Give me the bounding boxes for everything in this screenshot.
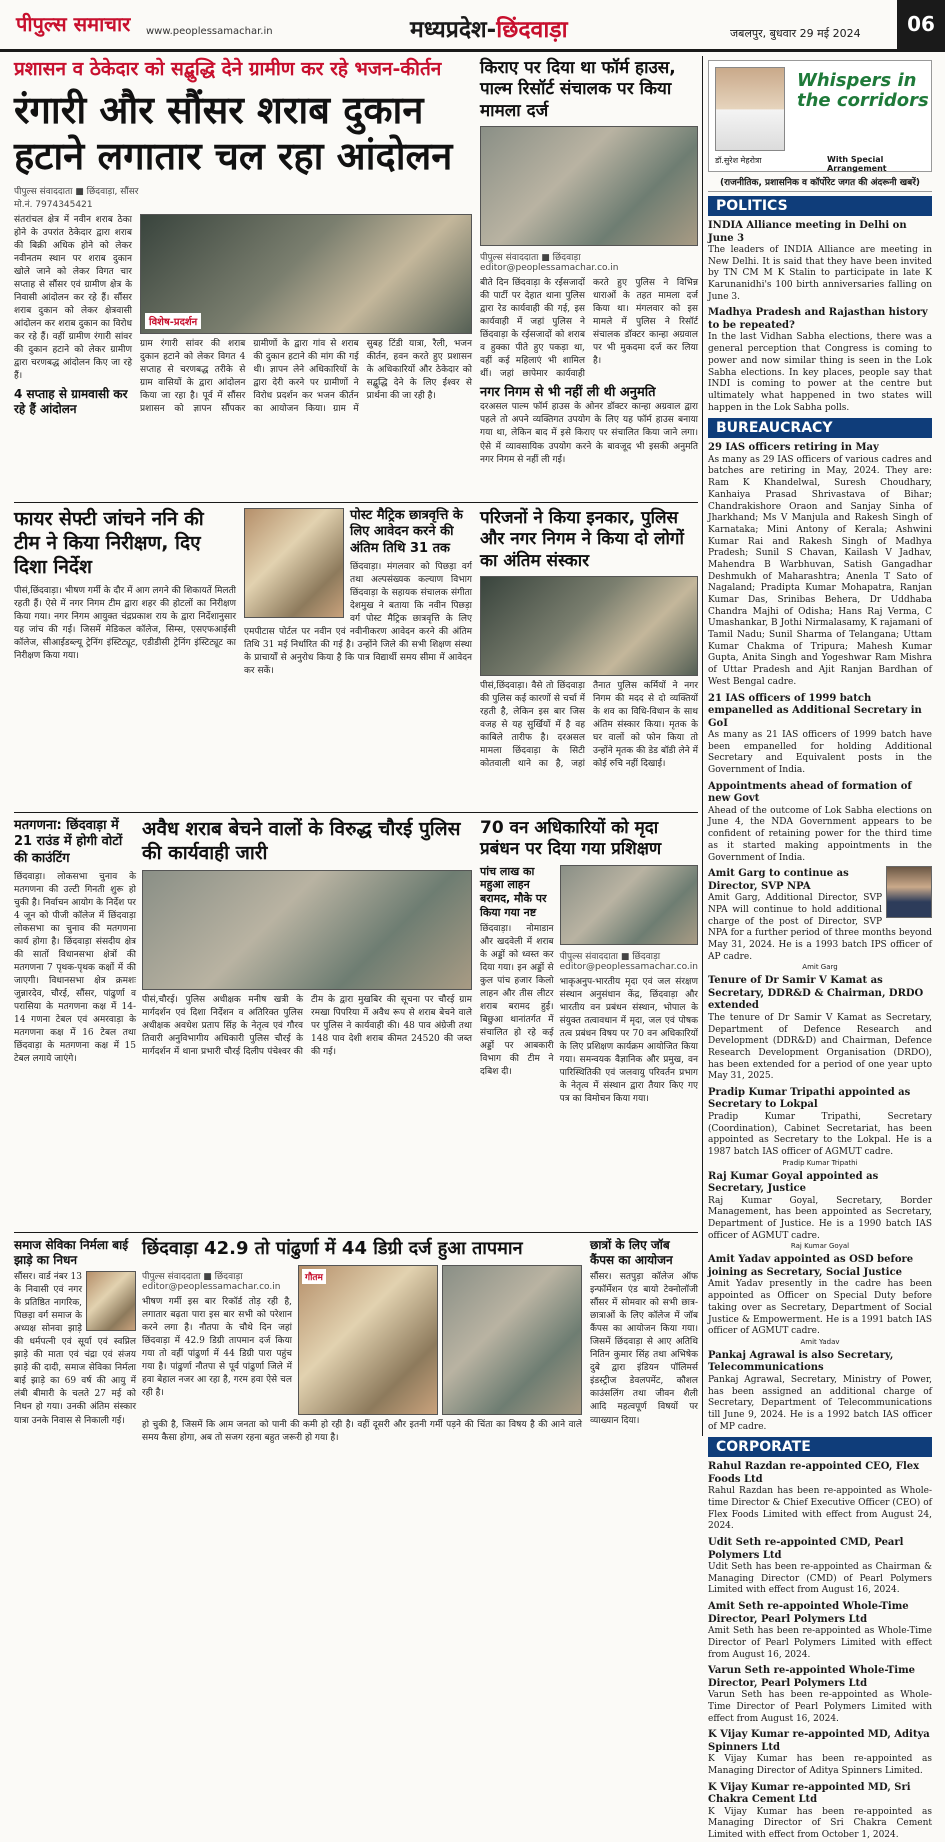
obit-body: सौंसर। वार्ड नंबर 13 के निवासी एवं नगर के प्रतिष्ठित नागरिक, पिछड़ा वर्ग समाज के अध्यक्ष सोनवा झाड़े की धर्मपत्नी एवं सूर्या एवं स्वप्निल झाड़े की माता एवं चंद्रा एवं संजय झाड़े की दादी, समाज सेविका निर्मला बाई झाड़े का 69 वर्ष की आयु में लंबी बीमारी के चलते 27 मई को निधन हो गया। उनकी अंतिम संस्कार यात्रा उनके निवास से निकाली गई। xyxy=(14,1272,136,1426)
bureaucracy-item-heading: 29 IAS officers retiring in May xyxy=(708,442,879,454)
bureaucracy-item-body: The tenure of Dr Samir V Kamat as Secretary, Department of Defence Research and Development (DDR&D) and Chairman, Defence Research Development Organisation (DRDO), has been extended for a period of one year upto May 31, 2025. xyxy=(708,1012,932,1082)
heat-photo-1 xyxy=(298,1265,438,1415)
lead-col-1 xyxy=(14,214,132,418)
politics-items xyxy=(708,220,932,414)
corporate-item-body: Rahul Razdan has been re-appointed as Whole-time Director & Chief Executive Officer (CEO) of Flex Foods Limited with effect from August 24, 2024. xyxy=(708,1486,932,1532)
lead-kicker: प्रशासन व ठेकेदार को सद्बुद्धि देने ग्रामीण कर रहे भजन-कीर्तन xyxy=(14,58,442,80)
bureaucracy-item-body: Ahead of the outcome of Lok Sabha elections on June 4, the NDA Government appears to be confident of retaining power for the third time as it started making appointments in the Government of India. xyxy=(708,805,932,863)
heat-body-2: हो चुकी है, जिसमें कि आम जनता को पानी की कमी हो रही है। वहीं दूसरी और इतनी गर्मी पड़ने की चिंता का विषय है की आने वाले समय कैसा होगा, अब तो सजग रहना बहुत जरूरी हो गया है। xyxy=(142,1419,582,1443)
bureaucracy-item-heading: Pradip Kumar Tripathi appointed as Secretary to Lokpal xyxy=(708,1086,911,1111)
bureaucracy-item-body: Amit Yadav presently in the cadre has been appointed as Officer on Special Duty before taking over as Secretary, Department of Social Justice & Empowerment. He is a 1991 batch IAS officer of AGMUT cadre. xyxy=(708,1279,932,1337)
bureaucracy-item-heading: Raj Kumar Goyal appointed as Secretary, Justice xyxy=(708,1170,879,1195)
bureaucracy-items xyxy=(708,442,932,1433)
heat-col-1 xyxy=(142,1265,292,1415)
heat-photo-2 xyxy=(442,1265,582,1415)
heat-story xyxy=(142,1238,582,1443)
corporate-item-heading: K Vijay Kumar re-appointed MD, Sri Chakra Cement Ltd xyxy=(708,1781,911,1806)
bureaucracy-item-body: Pankaj Agrawal, Secretary, Ministry of Power, has been assigned an additional charge of Secretary, Department of Telecommunications till June 9, 2024. He is a 1992 batch IAS officer of MP cadre. xyxy=(708,1374,932,1432)
farmhouse-subhead: नगर निगम से भी नहीं ली थी अनुमति xyxy=(480,385,656,401)
brand-logo: पीपुल्स समाचार xyxy=(16,12,131,36)
divider-1 xyxy=(14,502,698,503)
farmhouse-email: editor@peoplessamachar.co.in xyxy=(480,262,619,273)
masthead xyxy=(0,0,945,52)
scholarship-photo xyxy=(244,508,344,618)
author-portrait xyxy=(715,67,785,151)
funeral-story xyxy=(480,508,698,808)
fire-safety-story xyxy=(14,508,236,808)
corporate-item-body: K Vijay Kumar has been re-appointed as Managing Director of Sri Chakra Cement Limited with effect from October 1, 2024. xyxy=(708,1806,932,1840)
politics-item-heading: Madhya Pradesh and Rajasthan history to be repeated? xyxy=(708,307,928,331)
official-photo-caption: Pradip Kumar Tripathi xyxy=(782,1158,858,1167)
brand-website: www.peoplessamachar.in xyxy=(146,26,273,37)
bureaucracy-item-heading: Pankaj Agrawal is also Secretary, Telecommunications xyxy=(708,1349,894,1374)
liquor-story xyxy=(142,818,472,1228)
lead-body: संतरांचल क्षेत्र में नवीन शराब ठेका होने के उपरांत ठेकेदार द्वारा शराब की बिक्री अधिक होने को लेकर नवीनतम स्थान पर शराब दुकान खोले जाने को लेकर विगत चार सप्ताह से सौंसर एवं ग्रामीण क्षेत्र के निवासी आंदोलन कर रहे हैं। सौंसर शराब दुकान को लेकर क्षेत्रवासी आंदोलन कर शराब दुकान का विरोध कर रहे हैं। वहीं ग्रामीण रंगारी सांवर की दुकान हटाने को लेकर ग्रामीण द्वारा चरणबद्ध आंदोलन किए जा रहे हैं। xyxy=(14,214,132,382)
heat-email: editor@peoplessamachar.co.in xyxy=(142,1281,281,1292)
farmhouse-photo xyxy=(480,126,698,246)
heat-row xyxy=(142,1265,582,1415)
bureaucracy-item-body: Pradip Kumar Tripathi, Secretary (Coordination), Cabinet Secretariat, has been appointed as Secretary to the Lokpal. He is a 1987 batch IAS officer of AGMUT cadre. xyxy=(708,1111,932,1157)
lead-phone: मो.नं. 7974345421 xyxy=(14,199,93,210)
whispers-header xyxy=(708,60,932,172)
heat-body: भीषण गर्मी इस बार रिकॉर्ड तोड़ रही है, लगातार बढ़ता पारा इस बार सभी को परेशान करने लगा है। नौतपा के चौथे दिन जहां छिंदवाड़ा में 42.9 डिग्री तापमान दर्ज किया गया तो वहीं पांढुर्णा में 44 डिग्री पारा पहुंच गया है। पांढुर्णा नौतपा से पूर्व पांढुर्णा जिले में हवा बेहाल नजर आ रहा है, गरम हवा ऐसे चल रही है। xyxy=(142,1296,292,1398)
lead-photo-label: विशेष-प्रदर्शन xyxy=(145,313,201,329)
forest-headline: 70 वन अधिकारियों को मृदा प्रबंधन पर दिया गया प्रशिक्षण xyxy=(480,818,662,860)
heat-photo-label: गौतम xyxy=(302,1269,326,1284)
politics-item-body: The leaders of INDIA Alliance are meeting in New Delhi. It is said that they have been invited by TN CM M K Stalin to participate in late K Karunanidhi's 100 birth anniversaries falling on June 3. xyxy=(708,245,932,302)
bureaucracy-item-heading: 21 IAS officers of 1999 batch empanelled as Additional Secretary in GoI xyxy=(708,692,922,729)
forest-byline xyxy=(560,949,698,972)
edition-city: छिंदवाड़ा xyxy=(496,17,568,43)
mahua-col xyxy=(480,865,554,1106)
heat-photos xyxy=(298,1265,582,1415)
dateline: जबलपुर, बुधवार 29 मई 2024 xyxy=(730,27,861,40)
counting-headline: मतगणना: छिंदवाड़ा में 21 राउंड में होगी वोटों की काउंटिंग xyxy=(14,818,123,866)
lead-photo xyxy=(140,214,472,334)
corporate-item-heading: Rahul Razdan re-appointed CEO, Flex Foods Ltd xyxy=(708,1461,920,1485)
corporate-items xyxy=(708,1461,932,1841)
counting-story xyxy=(14,818,136,1228)
forest-email: editor@peoplessamachar.co.in xyxy=(559,961,698,972)
whispers-sidebar xyxy=(708,60,932,1840)
obit-story xyxy=(14,1238,136,1433)
bureaucracy-item-heading: Appointments ahead of formation of new Govt xyxy=(708,780,912,805)
bureaucracy-item-body: Raj Kumar Goyal, Secretary, Border Management, has been appointed as Secretary, Department of Justice. He is a 1990 batch IAS officer of AGMUT cadre. xyxy=(708,1195,932,1241)
bureaucracy-item-body: As many as 21 IAS officers of 1999 batch have been empanelled for holding Additional Secretary and Equivalent posts in the Government of India. xyxy=(708,730,932,776)
forest-mahua-row xyxy=(480,865,698,1106)
edition-state: मध्यप्रदेश- xyxy=(410,17,497,43)
official-photo-caption: Amit Yadav xyxy=(800,1337,840,1346)
corporate-item-body: K Vijay Kumar has been re-appointed as Managing Director of Aditya Spinners Limited. xyxy=(708,1754,932,1776)
mahua-headline: पांच लाख का महुआ लाहन बरामद, मौके पर किया गया नष्ट xyxy=(480,864,547,919)
lead-col-2 xyxy=(140,214,472,418)
liquor-headline: अवैध शराब बेचने वालों के विरुद्ध चौरई पुलिस की कार्यवाही जारी xyxy=(142,818,461,864)
page-number: 06 xyxy=(897,0,945,49)
funeral-headline: परिजनों ने किया इनकार, पुलिस और नगर निगम ने किया दो लोगों का अंतिम संस्कार xyxy=(480,508,684,571)
forest-byline-text: पीपुल्स संवाददाता ■ छिंदवाड़ा xyxy=(559,951,661,962)
funeral-photo xyxy=(480,576,698,676)
lead-subhead: 4 सप्ताह से ग्रामवासी कर रहे हैं आंदोलन xyxy=(14,387,128,417)
sidebar-divider xyxy=(702,56,703,1436)
campus-headline: छात्रों के लिए जॉब कैंपस का आयोजन xyxy=(590,1238,673,1267)
whispers-logo: Whispers in the corridors xyxy=(797,70,929,111)
farmhouse-body: बीते दिन छिंदवाड़ा के रईसजादों की पार्टी पर देहात थाना पुलिस द्वारा रेड कार्यवाही की गई, इस कार्यवाही में जहां पुलिस ने छिंदवाड़ा के रईसजादों को शराब व हुक्का पीते हुए पकड़ा था, वहीं कई महिलाएं भी शामिल थीं। जहां छापेमार कार्यवाही करते हुए पुलिस ने विभिन्न धाराओं के तहत मामला दर्ज किया था। मंगलवार को इस मामले में पुलिस ने रिसॉर्ट संचालक डॉक्टर कान्हा अग्रवाल पर भी मुकदमा दर्ज कर लिया है। xyxy=(480,277,698,380)
author-name: डॉ.सुरेश मेहरोत्रा xyxy=(715,156,762,165)
heat-byline xyxy=(142,1269,292,1292)
scholarship-body: छिंदवाड़ा। मंगलवार को पिछड़ा वर्ग तथा अल्पसंख्यक कल्याण विभाग छिंदवाड़ा के सहायक संचालक संगीता देशमुख ने बताया कि नवीन पिछड़ा वर्ग पोस्ट मैट्रिक छात्रवृत्ति के लिए एमपीटास पोर्टल पर नवीन एवं नवीनीकरण आवेदन करने की अंतिम तिथि 31 मई निर्धारित की गई है। उन्होंने जिले की सभी शिक्षण संस्था के प्राचार्यों से अनुरोध किया है कि पात्र विद्यार्थी समय सीमा में आवेदन कर सकें। xyxy=(244,561,472,677)
forest-col xyxy=(560,865,698,1106)
official-photo-caption: Amit Garg xyxy=(802,963,838,972)
obit-headline: समाज सेविका निर्मला बाई झाड़े का निधन xyxy=(14,1238,129,1267)
corporate-item-heading: Udit Seth re-appointed CMD, Pearl Polymers Ltd xyxy=(708,1537,904,1561)
bureaucracy-item-heading: Tenure of Dr Samir V Kamat as Secretary, DDR&D & Chairman, DRDO extended xyxy=(708,975,924,1012)
lead-body-row xyxy=(14,214,472,418)
forest-body: भाकृअनुप-भारतीय मृदा एवं जल संरक्षण संस्थान अनुसंधान केंद्र, छिंदवाड़ा और भारतीय वन प्रबंधन संस्थान, भोपाल के संयुक्त तत्वावधान में मृदा, जल एवं पोषक तत्व प्रबंधन विषय पर 70 वन अधिकारियों के लिए प्रशिक्षण कार्यक्रम आयोजित किया गया। समन्वयक वैज्ञानिक और प्रमुख, वन पारिस्थितिकी एवं जलवायु परिवर्तन प्रभाग के नेतृत्व में संस्थान द्वारा तैयार किए गए पत्र का विमोचन किया गया। xyxy=(559,976,698,1104)
lead-story xyxy=(14,58,472,498)
edition-title xyxy=(410,12,568,44)
politics-item-body: In the last Vidhan Sabha elections, there was a general perception that Congress is coming to power and now similar thing is seen in the Lok Sabha elections. In key places, people say that INDI is coming to power at the centre but ultimately what happened in two states will happen in the Lok Sabha polls. xyxy=(708,332,932,413)
heat-byline-text: पीपुल्स संवाददाता ■ छिंदवाड़ा xyxy=(142,1271,243,1282)
counting-body: छिंदवाड़ा। लोकसभा चुनाव के मतगणना की उल्टी गिनती शुरू हो चुकी है। निर्वाचन आयोग के निर्देश पर 4 जून को पीजी कॉलेज में छिंदवाड़ा लोकसभा का चुनाव की मतगणना कार्य होगा है। छिंदवाड़ा संसदीय क्षेत्र की सातों विधानसभा क्षेत्रों की मतगणना 7 पृथक-पृथक कक्षों में की जाएगी। विधानसभा क्षेत्र क्रमशः जुन्नारदेव, चौरई, सौंसर, पांढुर्णा व परासिया के मतगणना कक्ष में 14-14 गणना टेबल एवं अमरवाड़ा के मतगणना कक्ष में 16 टेबल तथा छिंदवाड़ा के मतगणना कक्ष में 15 टेबल लगाये जाएंगे। xyxy=(14,871,136,1065)
scholarship-headline: पोस्ट मैट्रिक छात्रवृत्ति के लिए आवेदन करने की अंतिम तिथि 31 तक xyxy=(350,508,463,556)
campus-story xyxy=(590,1238,698,1433)
whispers-tagline: (राजनीतिक, प्रशासनिक व कॉर्पोरेट जगत की अंदरूनी खबरें) xyxy=(708,172,932,192)
corporate-item-heading: Varun Seth re-appointed Whole-Time Director, Pearl Polymers Ltd xyxy=(708,1665,916,1689)
corporate-item-body: Udit Seth has been re-appointed as Chairman & Managing Director (CMD) of Pearl Polymers Limited with effect from August 16, 2024. xyxy=(708,1562,932,1596)
farmhouse-story xyxy=(480,58,698,498)
corporate-item-heading: Amit Seth re-appointed Whole-Time Director, Pearl Polymers Ltd xyxy=(708,1601,909,1625)
forest-photo xyxy=(560,865,698,945)
corporate-item-body: Amit Seth has been re-appointed as Whole-Time Director of Pearl Polymers Limited with effect from August 16, 2024. xyxy=(708,1626,932,1660)
politics-item-heading: INDIA Alliance meeting in Delhi on June 3 xyxy=(708,220,907,244)
mahua-story xyxy=(480,818,698,1228)
corporate-item-body: Varun Seth has been re-appointed as Whole-Time Director of Pearl Polymers Limited with effect from August 16, 2024. xyxy=(708,1690,932,1724)
arrangement-note: With Special Arrangement xyxy=(827,155,887,173)
funeral-body: पीसं,छिंदवाड़ा। वैसे तो छिंदवाड़ा की पुलिस कई कारणों से चर्चा में रहती है, लेकिन इस बार जिस वजह से यह सुर्खियों में है वह काबिले तारीफ है। दरअसल मामला छिंदवाड़ा के सिटी कोतवाली थाने का है, जहां तैनात पुलिस कर्मियों ने नगर निगम की मदद से दो व्यक्तियों के शव का विधि-विधान के साथ अंतिम संस्कार किया। मृतक के घर वालों को फोन किया तो उन्होंने मृतक की डेड बॉडी लेने में कोई रुचि नहीं दिखाई। xyxy=(480,680,698,770)
bureaucracy-item-body: As many as 29 IAS officers of various cadres and batches are retiring in May, 2024. They are: Ram K Khandelwal, Suresh Choudhary, Kanhaiya Prasad Shrivastava of Bihar; Chandrakishore Oraon and Sanjay Sinha of Jharkhand; Ms V Manjula and Rakesh Singh of Karnataka; Mini Antony of Kerala; Ashwini Kumar Rai and Rakesh Singh of Madhya Pradesh; Sunil S Chavan, Kailash V Jadhav, Mahendra B Warbhuvan, Satish Gangadhar Deshmukh of Maharashtra; Anenla T Sato of Nagaland; Pradipta Kumar Mohapatra, Ranjan Kumar Das, Srinibas Behera, Dr Uddhaba Chandra Majhi of Odisha; Hans Raj Verma, C Umashankar, B Jothi Nirmalasamy, K rajamani of Tamil Nadu; Sunil Sharma of Telangana; Uttam Kumar Chakma of Tripura; Mahesh Kumar Gupta, Anita Singh and Yogeshwar Ram Mishra of Uttar Pradesh and Ajit Ranjan Bardhan of West Bengal cadre. xyxy=(708,454,932,687)
liquor-body: पीसं,चौरई। पुलिस अधीक्षक मनीष खत्री के मार्गदर्शन एवं दिशा निर्देशन व अतिरिक्त पुलिस अधीक्षक अवधेश प्रताप सिंह के नेतृत्व एवं गौरव तिवारी अनुविभागीय अधिकारी पुलिस चौरई के मार्गदर्शन में थाना प्रभारी चौरई दिलीप पंचेश्वर की टीम के द्वारा मुखबिर की सूचना पर चौरई ग्राम रमखा पिपरिया में अवैध रूप से शराब बेचने वाले पर पुलिस ने कार्यवाही की। 48 पाव अंग्रेजी तथा 148 पाव देशी शराब कीमत 24520 की जब्त की गई। xyxy=(142,994,472,1057)
divider-2 xyxy=(14,812,698,813)
official-photo xyxy=(886,866,932,918)
bureaucracy-item-body: Amit Garg, Additional Director, SVP NPA will continue to hold additional charge of the post of Director, SVP NPA for a further period of three months beyond May 31, 2024. He is a 1993 batch IPS officer of AP cadre. xyxy=(708,893,932,962)
lead-byline xyxy=(14,184,472,210)
fire-safety-headline: फायर सेफ्टी जांचने ननि की टीम ने किया निरीक्षण, दिए दिशा निर्देश xyxy=(14,508,204,578)
heat-headline: छिंदवाड़ा 42.9 तो पांढुर्णा में 44 डिग्री दर्ज हुआ तापमान xyxy=(142,1238,523,1259)
mahua-body: छिंदवाड़ा। नोमाडान और खदवेली में शराब के अड्डों को ध्वस्त कर दिया गया। इन अड्डों से कुल पांच हजार किलो लाहन और तीस लीटर शराब बरामद हुई। बिछुआ थानांतर्गत में संचालित हो रहे कई अड्डों पर आबकारी विभाग की टीम ने दबिश दी। xyxy=(480,923,554,1078)
corporate-section-bar: CORPORATE xyxy=(708,1437,932,1457)
bureaucracy-item-heading: Amit Yadav appointed as OSD before joining as Secretary, Social Justice xyxy=(708,1254,914,1278)
scholarship-story xyxy=(244,508,472,808)
farmhouse-body-2: दरअसल पाल्म फॉर्म हाउस के ओनर डॉक्टर कान्हा अग्रवाल द्वारा पहले तो अपने व्यक्तिगत उपयोग के लिए यह फॉर्म हाउस बनाया गया था, लेकिन बाद में इसे किराए पर संचालित किया जाने लगा। ऐसे में व्यावसायिक उपयोग करने के बावजूद भी इसकी अनुमति नगर निगम से नहीं ली गई। xyxy=(480,402,698,465)
lead-body-2: ग्राम रंगारी सांवर की शराब दुकान हटाने को लेकर विगत 4 सप्ताह से चरणबद्ध तरीके से ग्राम वासियों के द्वारा आंदोलन किया जा रहा है। पूर्व में सौंसर प्रशासन को ज्ञापन सौंपकर ग्रामीणों के द्वारा गांव से शराब की दुकान हटाने की मांग की गई थी। ज्ञापन लेने अधिकारियों के द्वारा देरी करने पर ग्रामीणों ने विरोध प्रदर्शन कर भजन कीर्तन का आयोजन किया। ग्राम में सुबह टिंडी यात्रा, रैली, भजन कीर्तन, हवन करते हुए प्रशासन के अधिकारियों और ठेकेदार को सद्बुद्धि देने के लिए ईश्वर से प्रार्थना की जा रही है। xyxy=(140,338,472,414)
fire-safety-body: पीसं,छिंदवाड़ा। भीषण गर्मी के दौर में आग लगने की शिकायतें मिलती रहती हैं। ऐसे में नगर निगम टीम द्वारा शहर की होटलों का निरीक्षण किया गया। नगर निगम आयुक्त चंद्रप्रकाश राय के द्वारा निर्देशानुसार यह जांच की गई। जिसमें मेडिकल कॉलेज, सिम्स, एसएफआईसी कॉलेज, सीआईडब्ल्यू ट्रेनिंग इंस्टिट्यूट, एडीडीसी ट्रेनिंग इंस्टिट्यूट का निरीक्षण किया गया। xyxy=(14,586,236,662)
corporate-item-heading: K Vijay Kumar re-appointed MD, Aditya Spinners Ltd xyxy=(708,1729,930,1753)
politics-section-bar: POLITICS xyxy=(708,196,932,216)
obit-photo xyxy=(86,1271,136,1331)
lead-headline: रंगारी और सौंसर शराब दुकान हटाने लगातार चल रहा आंदोलन xyxy=(14,87,453,179)
official-photo-caption: Raj Kumar Goyal xyxy=(790,1242,850,1251)
lead-byline-text: पीपुल्स संवाददाता ■ छिंदवाड़ा, सौंसर xyxy=(14,186,139,197)
bureaucracy-section-bar: BUREAUCRACY xyxy=(708,418,932,438)
farmhouse-byline-text: पीपुल्स संवाददाता ■ छिंदवाड़ा xyxy=(480,252,581,263)
bureaucracy-item-heading: Amit Garg to continue as Director, SVP NPA xyxy=(708,868,849,892)
campus-body: सौंसर। सतपुड़ा कॉलेज ऑफ इन्फॉर्मेशन एंड बायो टेक्नोलॉजी सौंसर में सोमवार को सभी छात्र-छात्राओं के लिए कॉलेज में जॉब कैंपस का आयोजन किया गया। जिसमें छिंदवाड़ा से आए अतिथि नितिन कुमार सिंह तथा अभिषेक दुबे द्वारा इंडियन पॉलिमर्स इंडस्ट्रीज डेवलपमेंट, कौशल काउंसलिंग तथा जीवन शैली आदि महत्वपूर्ण विषयों पर व्याख्यान दिया। xyxy=(590,1272,698,1426)
farmhouse-byline xyxy=(480,250,698,273)
farmhouse-headline: किराए पर दिया था फॉर्म हाउस, पाल्म रिसॉर्ट संचालक पर किया मामला दर्ज xyxy=(480,58,676,121)
liquor-photo xyxy=(142,870,472,990)
divider-3 xyxy=(14,1232,698,1233)
